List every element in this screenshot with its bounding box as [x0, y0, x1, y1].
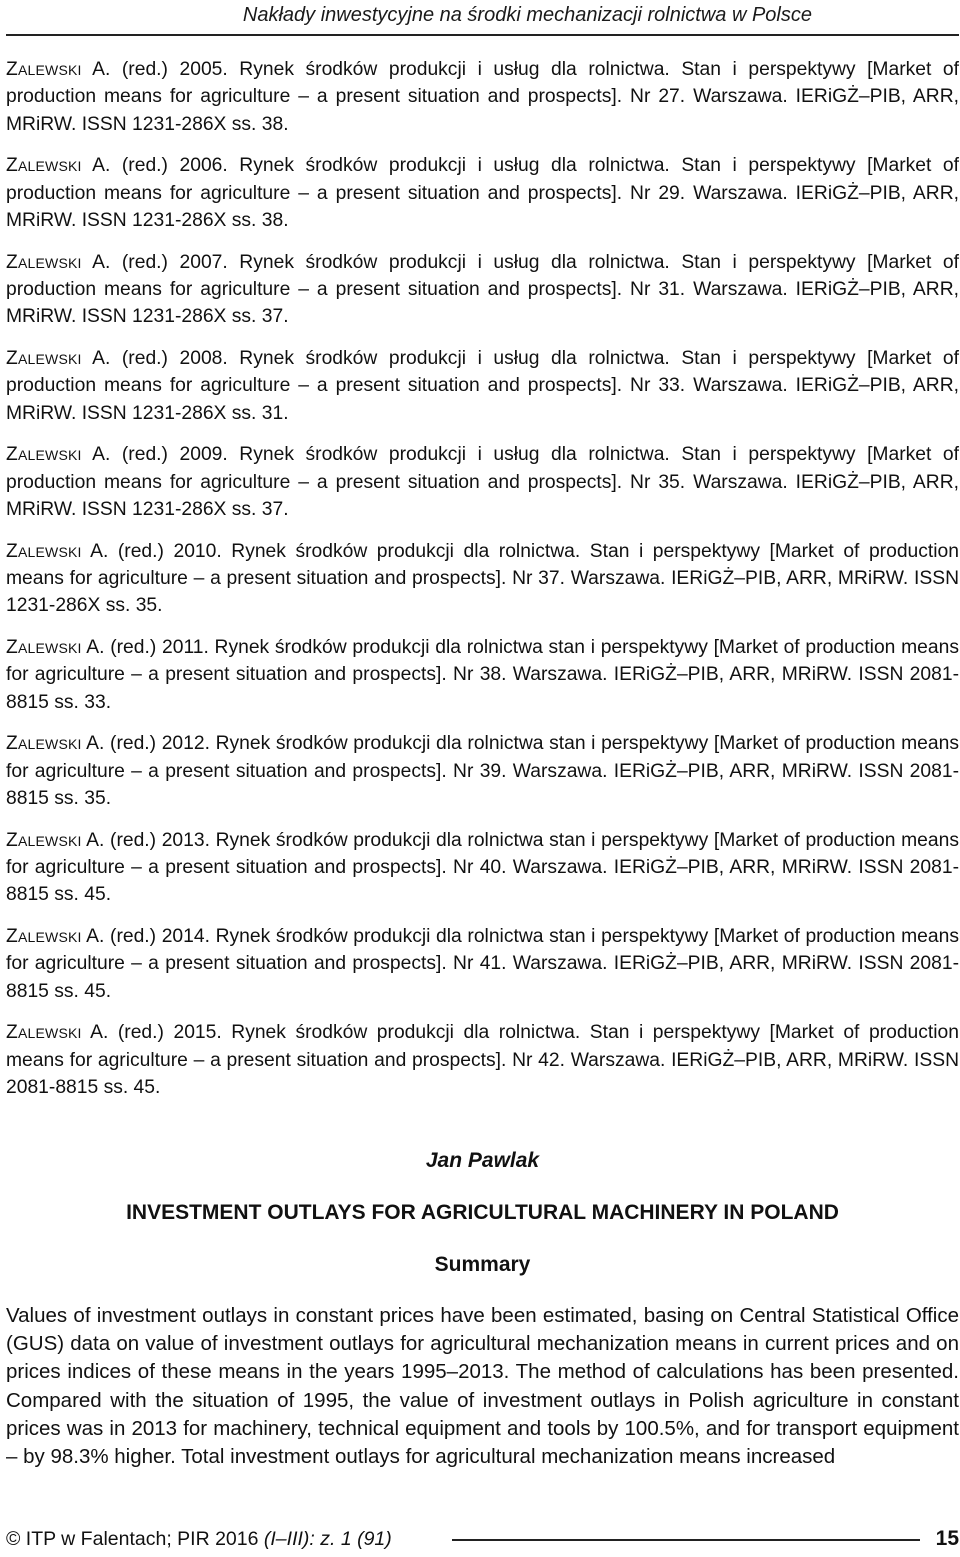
- reference-author: Zalewski: [6, 251, 82, 273]
- reference-text: A. (red.) 2012. Rynek środków produkcji dla rolnictwa stan i perspektywy [Market of production means for agriculture – a present situation and prospects]. Nr 39. Warszawa. IERiGŻ–PIB, ARR, MRiRW. ISSN 2081-8815 ss. 35.: [6, 733, 959, 809]
- running-header-title: Nakłady inwestycyjne na środki mechanizacji rolnictwa w Polsce: [242, 4, 812, 26]
- reference-text: A. (red.) 2008. Rynek środków produkcji i usług dla rolnictwa. Stan i perspektywy [Market of production means for agriculture – a present situation and prospects]. Nr 33. Warszawa. IERiGŻ–PIB, ARR, MRiRW. ISSN 1231-286X ss. 31.: [6, 347, 959, 424]
- reference-author: Zalewski: [6, 59, 82, 80]
- reference-author: Zalewski: [6, 155, 82, 177]
- reference-text: A. (red.) 2007. Rynek środków produkcji i usług dla rolnictwa. Stan i perspektywy [Market of production means for agriculture – a present situation and prospects]. Nr 31. Warszawa. IERiGŻ–PIB, ARR, MRiRW. ISSN 1231-286X ss. 37.: [6, 251, 959, 328]
- reference-item: [6, 730, 959, 812]
- reference-author: Zalewski: [6, 733, 82, 755]
- reference-author: Zalewski: [6, 540, 82, 562]
- reference-text: A. (red.) 2006. Rynek środków produkcji i usług dla rolnictwa. Stan i perspektywy [Market of production means for agriculture – a present situation and prospects]. Nr 29. Warszawa. IERiGŻ–PIB, ARR, MRiRW. ISSN 1231-286X ss. 38.: [6, 155, 959, 232]
- reference-author: Zalewski: [6, 1022, 82, 1044]
- footer-rule: [452, 1539, 920, 1541]
- reference-text: A. (red.) 2013. Rynek środków produkcji dla rolnictwa stan i perspektywy [Market of production means for agriculture – a present situation and prospects]. Nr 40. Warszawa. IERiGŻ–PIB, ARR, MRiRW. ISSN 2081-8815 ss. 45.: [6, 829, 959, 906]
- references-list: [6, 56, 959, 1115]
- reference-text: A. (red.) 2005. Rynek środków produkcji i usług dla rolnictwa. Stan i perspektywy [Market of production means for agriculture – a present situation and prospects]. Nr 27. Warszawa. IERiGŻ–PIB, ARR, MRiRW. ISSN 1231-286X ss. 38.: [6, 59, 959, 135]
- reference-author: Zalewski: [6, 829, 82, 851]
- reference-item: [6, 923, 959, 1005]
- reference-text: A. (red.) 2011. Rynek środków produkcji dla rolnictwa stan i perspektywy [Market of production means for agriculture – a present situation and prospects]. Nr 38. Warszawa. IERiGŻ–PIB, ARR, MRiRW. ISSN 2081-8815 ss. 33.: [6, 636, 959, 713]
- footer-issue: (I–III): z. 1 (91): [263, 1528, 392, 1550]
- header-rule: [6, 34, 959, 36]
- reference-item: [6, 441, 959, 523]
- summary-section: [6, 1146, 959, 1471]
- reference-author: Zalewski: [6, 444, 82, 466]
- reference-text: A. (red.) 2010. Rynek środków produkcji dla rolnictwa. Stan i perspektywy [Market of production means for agriculture – a present situation and prospects]. Nr 37. Warszawa. IERiGŻ–PIB, ARR, MRiRW. ISSN 1231-286X ss. 35.: [6, 540, 959, 617]
- reference-text: A. (red.) 2015. Rynek środków produkcji dla rolnictwa. Stan i perspektywy [Market of production means for agriculture – a present situation and prospects]. Nr 42. Warszawa. IERiGŻ–PIB, ARR, MRiRW. ISSN 2081-8815 ss. 45.: [6, 1022, 959, 1098]
- reference-item: [6, 249, 959, 331]
- page-number: 15: [935, 1527, 959, 1550]
- reference-text: A. (red.) 2014. Rynek środków produkcji dla rolnictwa stan i perspektywy [Market of production means for agriculture – a present situation and prospects]. Nr 41. Warszawa. IERiGŻ–PIB, ARR, MRiRW. ISSN 2081-8815 ss. 45.: [6, 925, 959, 1002]
- reference-author: Zalewski: [6, 347, 82, 369]
- summary-heading: Summary: [434, 1253, 531, 1276]
- reference-item: [6, 538, 959, 620]
- summary-author: Jan Pawlak: [425, 1149, 540, 1172]
- reference-author: Zalewski: [6, 636, 82, 658]
- reference-text: A. (red.) 2009. Rynek środków produkcji i usług dla rolnictwa. Stan i perspektywy [Market of production means for agriculture – a present situation and prospects]. Nr 35. Warszawa. IERiGŻ–PIB, ARR, MRiRW. ISSN 1231-286X ss. 37.: [6, 444, 959, 521]
- reference-item: [6, 827, 959, 909]
- page-footer: [6, 1524, 959, 1554]
- reference-item: [6, 345, 959, 427]
- reference-item: [6, 634, 959, 716]
- reference-item: [6, 152, 959, 234]
- reference-author: Zalewski: [6, 925, 82, 947]
- footer-publisher: © ITP w Falentach; PIR 2016: [6, 1528, 264, 1550]
- reference-item: [6, 56, 959, 138]
- footer-citation: [6, 1524, 392, 1554]
- summary-body: Values of investment outlays in constant prices have been estimated, basing on Central Statistical Office (GUS) data on value of investment outlays for agricultural mechanization means in current prices and on prices indices of these means in the years 1995–2013. The method of calculations has been presented. Compared with the situation of 1995, the value of investment outlays in Polish agriculture in constant prices was in 2013 for machinery, technical equipment and tools by 100.5%, and for transport equipment – by 98.3% higher. Total investment outlays for agricultural mechanization means increased: [6, 1304, 959, 1469]
- reference-item: [6, 1019, 959, 1101]
- summary-title: INVESTMENT OUTLAYS FOR AGRICULTURAL MACHINERY IN POLAND: [126, 1201, 839, 1224]
